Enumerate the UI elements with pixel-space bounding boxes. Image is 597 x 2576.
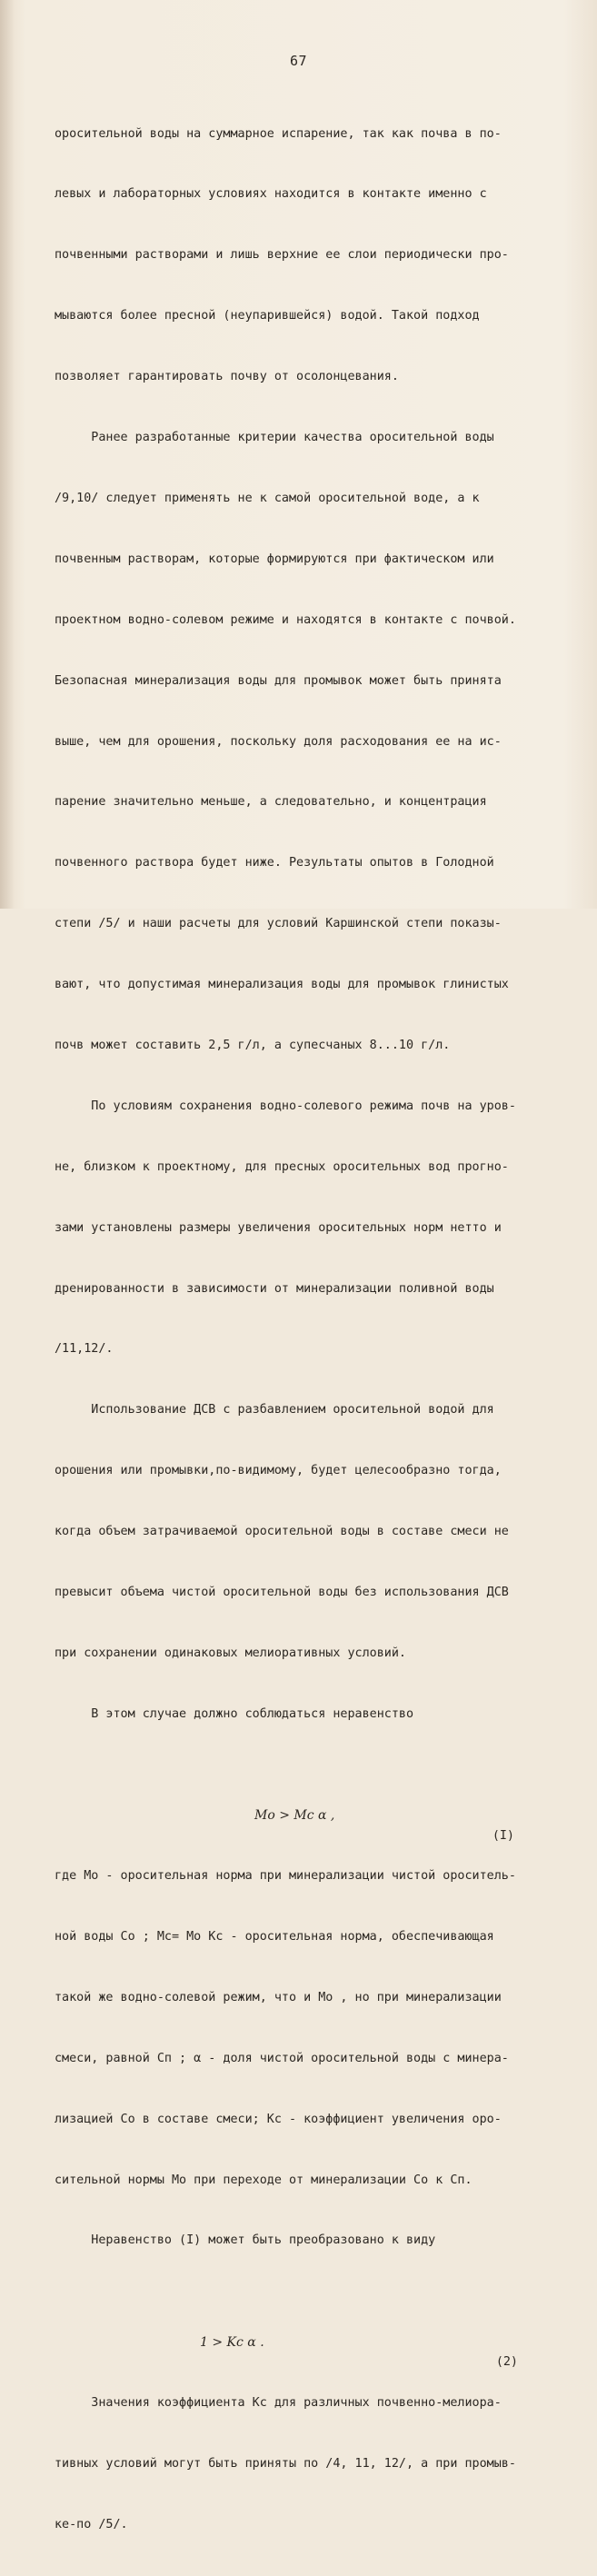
- text-line: вают, что допустимая минерализация воды для промывок глинистых: [55, 978, 509, 992]
- text-line: /9,10/ следует применять не к самой оросительной воде, а к: [55, 491, 480, 505]
- text-line: когда объем затрачиваемой оросительной воды в составе смеси не: [55, 1525, 509, 1539]
- text-line: проектном водно-солевом режиме и находятся в контакте с почвой.: [55, 612, 516, 627]
- text-line: В этом случае должно соблюдаться неравенство: [55, 1706, 414, 1721]
- text-line: ке-по /5/.: [55, 2517, 128, 2531]
- text-line: мываются более пресной (неупарившейся) водой. Такой подход: [55, 309, 480, 323]
- text-line: почвенного раствора будет ниже. Результаты опытов в Голодной: [55, 856, 494, 870]
- text-line: сительной нормы Mo при переходе от минерализации Co к Cп.: [55, 2173, 473, 2187]
- text-line: Использование ДСВ с разбавлением оросительной водой для: [55, 1403, 494, 1417]
- equation-number: (I): [492, 1828, 514, 1843]
- text-line: орошения или промывки,по-видимому, будет целесообразно тогда,: [55, 1464, 502, 1478]
- binding-shadow: [0, 0, 15, 909]
- text-line: такой же водно-солевой режим, что и Mo , но при минерализации: [55, 1990, 502, 2004]
- text-line: выше, чем для орошения, поскольку доля расходования ее на ис-: [55, 734, 502, 749]
- text-line: Неравенство (I) может быть преобразовано к виду: [55, 2233, 436, 2248]
- text-line: Ранее разработанные критерии качества оросительной воды: [55, 431, 494, 445]
- text-line: /11,12/.: [55, 1342, 114, 1357]
- text-line: Значения коэффициента Kc для различных почвенно-мелиора-: [55, 2395, 502, 2410]
- text-line: почвенными растворами и лишь верхние ее слои периодически про-: [55, 248, 509, 263]
- equation-1: [55, 1785, 518, 1843]
- text-line: где Mo - оросительная норма при минерализации чистой ороситель-: [55, 1869, 516, 1884]
- text-line: левых и лабораторных условиях находится в контакте именно с: [55, 187, 487, 202]
- text-line: позволяет гарантировать почву от осолонцевания.: [55, 370, 399, 384]
- body-text: [55, 84, 518, 2576]
- text-line: дренированности в зависимости от минерализации поливной воды: [55, 1281, 494, 1296]
- text-line: почвенным растворам, которые формируются при фактическом или: [55, 552, 494, 566]
- equation-2: [55, 2312, 518, 2370]
- text-line: оросительной воды на суммарное испарение, так как почва в по-: [55, 126, 502, 141]
- text-line: превысит объема чистой оросительной воды без использования ДСВ: [55, 1585, 509, 1599]
- text-line: лизацией Co в составе смеси; Kc - коэффициент увеличения оро-: [55, 2112, 502, 2126]
- equation-formula: Mo > Mc α ,: [254, 1808, 335, 1824]
- page-number: 67: [289, 53, 308, 69]
- text-line: ной воды Co ; Mc= Mo Kc - оросительная норма, обеспечивающая: [55, 1930, 494, 1944]
- text-line: Безопасная минерализация воды для промывок может быть принята: [55, 673, 502, 688]
- text-line: степи /5/ и наши расчеты для условий Каршинской степи показы-: [55, 917, 502, 931]
- text-line: парение значительно меньше, а следовательно, и концентрация: [55, 795, 487, 810]
- text-line: при сохранении одинаковых мелиоративных условий.: [55, 1646, 406, 1660]
- text-line: не, близком к проектному, для пресных оросительных вод прогно-: [55, 1159, 509, 1174]
- equation-number: (2): [495, 2355, 518, 2370]
- equation-formula: 1 > Kc α .: [200, 2334, 264, 2350]
- text-line: По условиям сохранения водно-солевого режима почв на уров-: [55, 1099, 516, 1113]
- text-line: зами установлены размеры увеличения оросительных норм нетто и: [55, 1220, 502, 1235]
- text-line: почв может составить 2,5 г/л, а супесчаных 8...10 г/л.: [55, 1038, 451, 1052]
- text-line: смеси, равной Cп ; α - доля чистой оросительной воды с минера-: [55, 2051, 509, 2065]
- text-line: тивных условий могут быть приняты по /4, 11, 12/, а при промыв-: [55, 2456, 516, 2471]
